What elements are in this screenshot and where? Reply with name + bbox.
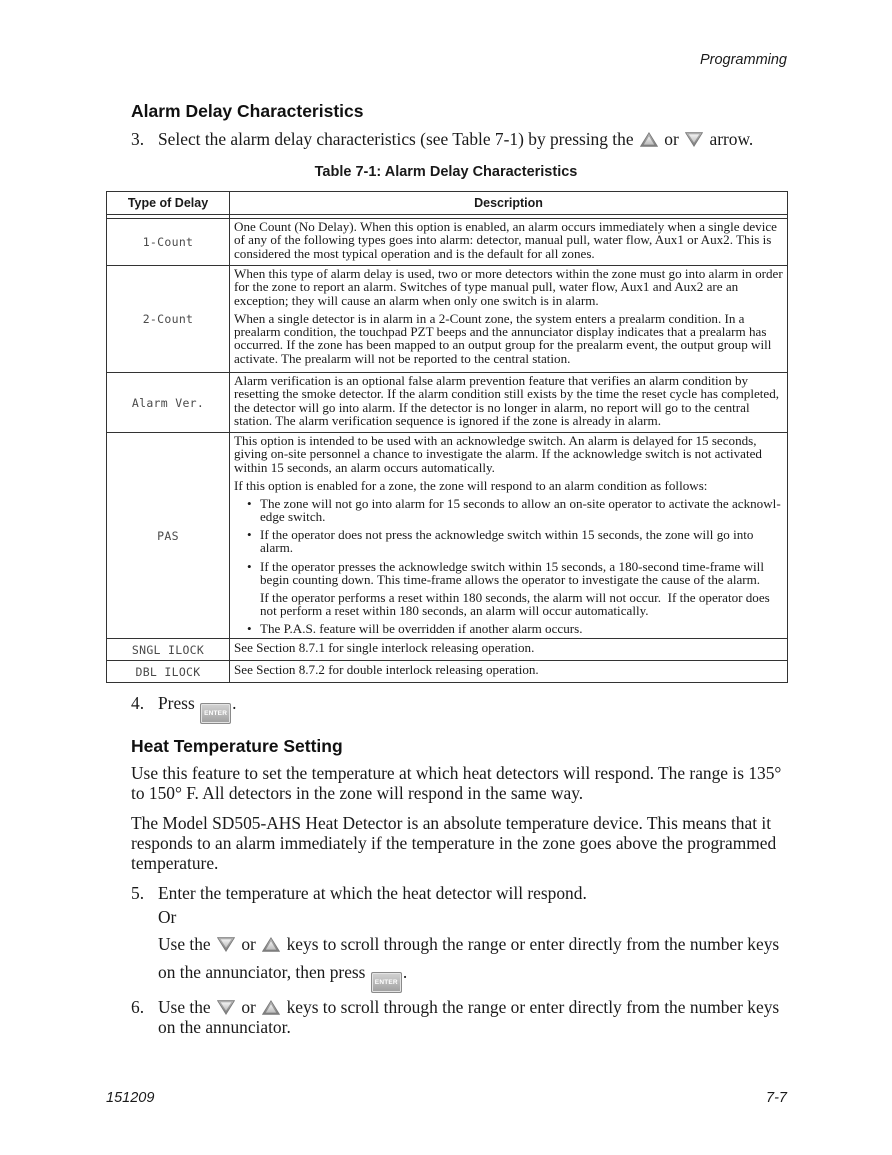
description-line: If this option is enabled for a zone, the zone will respond to an alarm condition as follows: xyxy=(234,477,708,493)
step-6-use-the: Use the xyxy=(158,997,211,1017)
step-5-or: Or xyxy=(158,907,177,927)
table-row xyxy=(107,219,787,266)
description-paragraph xyxy=(234,312,783,365)
description-cell xyxy=(230,373,787,427)
step-4-press: Press xyxy=(158,693,195,713)
description-line: considered the most typical operation and is the default for all zones. xyxy=(234,245,595,261)
step-4-number: 4. xyxy=(131,693,145,713)
bullet-line: The P.A.S. feature will be overridden if another alarm occurs. xyxy=(260,621,583,637)
step-6-line-1 xyxy=(158,997,779,1017)
section-heading-heat-temperature: Heat Temperature Setting xyxy=(131,736,343,756)
section-heading-alarm-delay: Alarm Delay Characteristics xyxy=(131,101,364,121)
step-5-use-the: Use the xyxy=(158,934,211,954)
step-5-text: Enter the temperature at which the heat detector will respond. xyxy=(158,883,587,903)
down-arrow-key-icon xyxy=(217,937,235,952)
paragraph xyxy=(131,763,781,803)
bullet-line: begin counting down. This time-frame allows the operator to investigate the cause of the alarm. xyxy=(260,571,761,587)
bullet-note-line: If the operator performs a reset within 180 seconds, the alarm will not occur. If the operator does xyxy=(260,589,770,605)
delay-type-cell: 1-Count xyxy=(142,235,194,249)
description-line: When a single detector is in alarm in a 2-Count zone, the system enters a prealarm condition. In a xyxy=(234,310,745,326)
description-paragraph xyxy=(234,220,783,260)
description-line: of any of the following types goes into alarm: detector, manual pull, water flow, Aux1 or Aux2. This is xyxy=(234,232,772,248)
step-3-text xyxy=(158,129,753,149)
page-number: 7-7 xyxy=(766,1090,787,1106)
delay-type-cell: PAS xyxy=(157,528,179,543)
bullet-item xyxy=(234,528,783,555)
table-caption: Table 7-1: Alarm Delay Characteristics xyxy=(314,164,578,180)
up-arrow-key-icon xyxy=(262,1000,280,1015)
paragraph-line: The Model SD505-AHS Heat Detector is an absolute temperature device. This means that it xyxy=(131,813,772,833)
description-line: resetting the smoke detector. If the alarm condition still exists by the time the reset cycle has completed, xyxy=(234,386,780,402)
description-line: within 15 seconds, an alarm occurs automatically. xyxy=(234,459,495,475)
column-header-description: Description xyxy=(474,196,543,210)
enter-key-icon: ENTER xyxy=(371,972,402,993)
bullet-marker: • xyxy=(247,558,252,574)
step-3-text-after: arrow. xyxy=(709,129,754,149)
step-6-line-2: on the annunciator. xyxy=(158,1017,291,1037)
down-arrow-key-icon xyxy=(217,1000,235,1015)
description-line: Alarm verification is an optional false alarm prevention feature that verifies an alarm condition by xyxy=(234,373,749,388)
table-row xyxy=(107,266,787,373)
description-line: exception; they will cause an alarm when only one switch is in alarm. xyxy=(234,292,599,308)
table-row xyxy=(107,639,787,661)
step-4-period: . xyxy=(232,693,237,713)
description-line: station. The alarm verification sequence is ignored if the zone is already in alarm. xyxy=(234,412,661,428)
step-5-then-press: on the annunciator, then press xyxy=(158,962,366,982)
description-cell xyxy=(230,433,787,636)
up-arrow-key-icon xyxy=(640,132,658,147)
description-line: giving on-site personnel a chance to investigate the alarm. If the acknowledge switch is not activated xyxy=(234,446,762,462)
bullet-marker: • xyxy=(247,527,252,543)
down-arrow-key-icon xyxy=(685,132,703,147)
bullet-item xyxy=(234,497,783,524)
document-number: 151209 xyxy=(106,1090,155,1106)
step-6-or-word: or xyxy=(241,997,256,1017)
table-row xyxy=(107,373,787,433)
delay-type-cell: DBL ILOCK xyxy=(135,664,201,679)
paragraph-line: temperature. xyxy=(131,853,219,873)
description-line: the detector will go into alarm. If the detector is no longer in alarm, no report will go to the central xyxy=(234,399,750,415)
step-3-number: 3. xyxy=(131,129,145,149)
paragraph-line: to 150° F. All detectors in the zone will respond in the same way. xyxy=(131,783,584,803)
description-line: occurred. If the zone has been mapped to an output group for the prealarm event, the output group will xyxy=(234,337,772,353)
description-cell xyxy=(230,661,787,676)
delay-type-cell: Alarm Ver. xyxy=(131,395,205,410)
bullet-line: If the operator presses the acknowledge switch within 15 seconds, a 180-second time-frame will xyxy=(260,558,764,574)
description-line: See Section 8.7.2 for double interlock releasing operation. xyxy=(234,662,539,677)
description-line: This option is intended to be used with an acknowledge switch. An alarm is delayed for 15 seconds, xyxy=(234,433,757,448)
description-line: activate. The prealarm will not be reported to the central station. xyxy=(234,350,571,366)
step-6-number: 6. xyxy=(131,997,145,1017)
bullet-note xyxy=(234,591,783,618)
bullet-marker: • xyxy=(247,621,252,637)
step-3-or: or xyxy=(664,129,679,149)
step-5-number: 5. xyxy=(131,883,145,903)
paragraph-line: Use this feature to set the temperature at which heat detectors will respond. The range is 135° xyxy=(131,763,782,783)
step-5-line-2 xyxy=(158,962,407,993)
step-5-line-1 xyxy=(158,934,779,954)
description-line: One Count (No Delay). When this option is enabled, an alarm occurs immediately when a single device xyxy=(234,219,777,234)
enter-key-icon: ENTER xyxy=(200,703,231,724)
step-5-period: . xyxy=(402,962,408,982)
table-row xyxy=(107,433,787,639)
running-header: Programming xyxy=(699,52,787,68)
up-arrow-key-icon xyxy=(262,937,280,952)
description-cell xyxy=(230,639,787,654)
paragraph-line: responds to an alarm immediately if the temperature in the zone goes above the programmed xyxy=(131,833,777,853)
description-line: When this type of alarm delay is used, two or more detectors within the zone must go into alarm in order xyxy=(234,266,783,281)
column-header-type: Type of Delay xyxy=(127,196,209,210)
step-5-or-word: or xyxy=(241,934,256,954)
bullet-line: edge switch. xyxy=(260,509,326,525)
description-paragraph xyxy=(234,267,783,307)
alarm-delay-table xyxy=(106,191,788,683)
description-paragraph xyxy=(234,434,783,474)
description-line: prealarm condition, the touchpad PZT beeps and the annunciator display indicates that a prealarm has xyxy=(234,323,767,339)
description-paragraph xyxy=(234,374,783,427)
bullet-item xyxy=(234,560,783,587)
delay-type-cell: SNGL ILOCK xyxy=(131,642,205,657)
description-cell xyxy=(230,266,787,365)
bullet-marker: • xyxy=(247,495,252,511)
table-header-row xyxy=(107,192,787,214)
bullet-note-line: not perform a reset within 180 seconds, an alarm will occur automatically. xyxy=(260,603,649,619)
bullet-line: If the operator does not press the acknowledge switch within 15 seconds, the zone will go into xyxy=(260,527,754,543)
bullet-line: The zone will not go into alarm for 15 seconds to allow an on-site operator to activate the acknowl- xyxy=(260,495,781,511)
step-4-text xyxy=(158,693,236,724)
description-paragraph xyxy=(234,641,783,654)
bullet-line: alarm. xyxy=(260,540,294,556)
description-line: for the zone to report an alarm. Switches of type manual pull, water flow, Aux1 and Aux2 are an xyxy=(234,279,739,295)
description-paragraph xyxy=(234,663,783,676)
bullet-item xyxy=(234,622,783,635)
step-3-text-before: Select the alarm delay characteristics (see Table 7-1) by pressing the xyxy=(158,129,634,149)
paragraph xyxy=(131,813,776,873)
description-paragraph xyxy=(234,479,783,492)
delay-type-cell: 2-Count xyxy=(142,312,194,326)
table-row xyxy=(107,661,787,682)
step-6-keys-text: keys to scroll through the range or enter directly from the number keys xyxy=(286,997,780,1017)
description-cell xyxy=(230,219,787,260)
step-5-keys-text: keys to scroll through the range or enter directly from the number keys xyxy=(286,934,780,954)
description-line: See Section 8.7.1 for single interlock releasing operation. xyxy=(234,640,535,655)
